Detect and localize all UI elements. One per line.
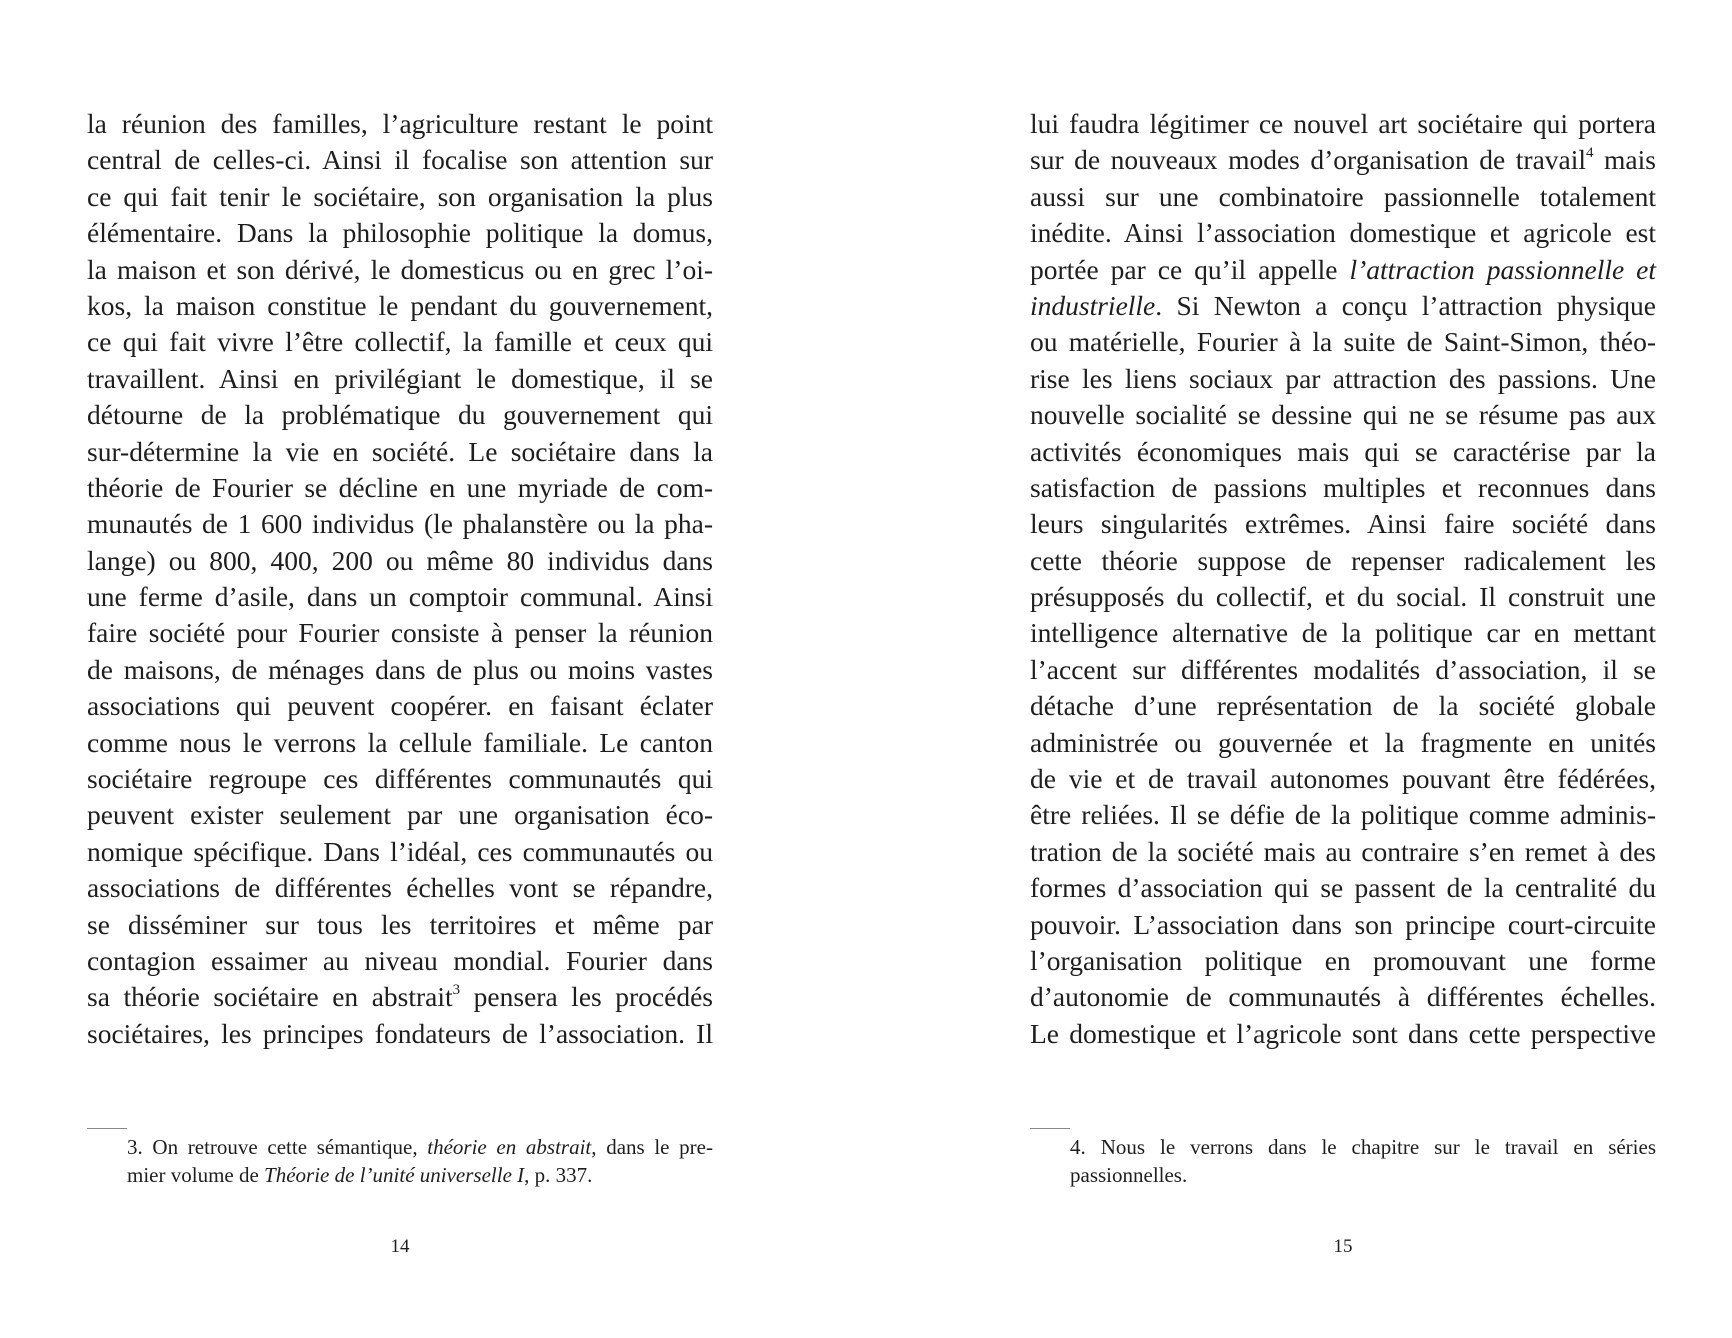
text-segment: pensera les procédés xyxy=(460,981,713,1013)
footnote-text: mier volume de xyxy=(127,1163,265,1187)
footnote-4 xyxy=(1070,1133,1656,1189)
footnote-text: , dans le pre- xyxy=(591,1135,713,1159)
text-line: détache d’une représentation de la société globale xyxy=(1030,690,1656,722)
text-line: ou matérielle, Fourier à la suite de Saint-Simon, théo- xyxy=(1030,326,1656,358)
footnote-ref-3[interactable]: 3 xyxy=(452,982,461,999)
footnote-line: passionnelles. xyxy=(1070,1163,1188,1187)
text-line: travaillent. Ainsi en privilégiant le domestique, il se xyxy=(87,362,713,394)
footnote-text: Nous le verrons dans le chapitre sur le travail en séries xyxy=(1100,1135,1657,1159)
text-line: rise les liens sociaux par attraction des passions. Une xyxy=(1030,362,1656,394)
text-line: être reliées. Il se défie de la politique comme adminis- xyxy=(1030,799,1656,831)
text-line: comme nous le verrons la cellule familiale. Le canton xyxy=(87,726,713,758)
text-line: satisfaction de passions multiples et reconnues dans xyxy=(1030,471,1656,503)
footnote-line xyxy=(127,1133,713,1161)
text-line: central de celles-ci. Ainsi il focalise son attention sur xyxy=(87,144,713,176)
text-line: lui faudra légitimer ce nouvel art sociétaire qui portera xyxy=(1030,108,1656,139)
page-number: 15 xyxy=(1333,1236,1353,1257)
text-line: se disséminer sur tous les territoires et même par xyxy=(87,908,713,940)
text-line: intelligence alternative de la politique car en mettant xyxy=(1030,617,1656,649)
text-line: peuvent exister seulement par une organisation éco- xyxy=(87,799,713,831)
text-line: sociétaires, les principes fondateurs de l’association. Il xyxy=(87,1017,713,1049)
footnote-separator xyxy=(87,1128,127,1129)
text-line: une ferme d’asile, dans un comptoir communal. Ainsi xyxy=(87,581,713,613)
text-line: détourne de la problématique du gouvernement qui xyxy=(87,399,713,431)
text-line: munautés de 1 600 individus (le phalanstère ou la pha- xyxy=(87,508,713,540)
text-line xyxy=(1030,142,1656,178)
italic-phrase: industrielle xyxy=(1030,289,1156,321)
footnote-italic: Théorie de l’unité universelle I xyxy=(264,1163,525,1187)
text-line: sociétaire regroupe ces différentes communautés qui xyxy=(87,763,713,795)
footnote-separator xyxy=(1030,1128,1070,1129)
text-line: associations qui peuvent coopérer. en faisant éclater xyxy=(87,690,713,722)
left-page-body xyxy=(87,106,713,1052)
footnote-italic: théorie en abstrait xyxy=(427,1135,592,1159)
text-line: ce qui fait tenir le sociétaire, son organisation la plus xyxy=(87,180,713,212)
text-line: théorie de Fourier se décline en une myriade de com- xyxy=(87,471,713,503)
footnote-ref-4[interactable]: 4 xyxy=(1586,145,1594,162)
left-page xyxy=(87,0,713,1338)
text-line: associations de différentes échelles vont se répandre, xyxy=(87,872,713,904)
text-segment: sa théorie sociétaire en abstrait xyxy=(87,981,453,1013)
italic-phrase: l’attraction passionnelle et xyxy=(1349,253,1656,285)
text-line: la maison et son dérivé, le domesticus ou en grec l’oi- xyxy=(87,253,713,285)
text-line: d’autonomie de communautés à différentes échelles. xyxy=(1030,981,1656,1013)
text-segment: portée par ce qu’il appelle xyxy=(1030,253,1350,285)
text-line: ce qui fait vivre l’être collectif, la famille et ceux qui xyxy=(87,326,713,358)
footnote-text: , p. 337. xyxy=(524,1163,593,1187)
text-line: formes d’association qui se passent de la centralité du xyxy=(1030,872,1656,904)
footnote-line xyxy=(127,1161,713,1189)
footnote-3 xyxy=(127,1133,713,1189)
text-line: contagion essaimer au niveau mondial. Fourier dans xyxy=(87,944,713,976)
text-line: l’organisation politique en promouvant une forme xyxy=(1030,944,1656,976)
text-line xyxy=(1030,252,1656,288)
text-line: de maisons, de ménages dans de plus ou moins vastes xyxy=(87,653,713,685)
text-segment: . Si Newton a conçu l’attraction physique xyxy=(1155,289,1656,321)
text-line: nouvelle socialité se dessine qui ne se résume pas aux xyxy=(1030,399,1656,431)
text-line: élémentaire. Dans la philosophie politique la domus, xyxy=(87,217,713,249)
text-line: de vie et de travail autonomes pouvant être fédérées, xyxy=(1030,763,1656,795)
text-line: pouvoir. L’association dans son principe court-circuite xyxy=(1030,908,1656,940)
footnote-number: 4. xyxy=(1070,1135,1086,1159)
text-line: inédite. Ainsi l’association domestique et agricole est xyxy=(1030,217,1656,249)
text-line: aussi sur une combinatoire passionnelle totalement xyxy=(1030,180,1656,212)
text-line: tration de la société mais au contraire s’en remet à des xyxy=(1030,835,1656,867)
text-line: nomique spécifique. Dans l’idéal, ces communautés ou xyxy=(87,835,713,867)
text-segment: mais xyxy=(1593,144,1656,176)
right-page-body xyxy=(1030,106,1656,1052)
footnote-number: 3. xyxy=(127,1135,143,1159)
text-line xyxy=(1030,288,1656,324)
text-line: administrée ou gouvernée et la fragmente en unités xyxy=(1030,726,1656,758)
text-line: l’accent sur différentes modalités d’association, il se xyxy=(1030,653,1656,685)
text-line: activités économiques mais qui se caractérise par la xyxy=(1030,435,1656,467)
text-line: leurs singularités extrêmes. Ainsi faire société dans xyxy=(1030,508,1656,540)
text-segment: sur de nouveaux modes d’organisation de travail xyxy=(1030,144,1587,176)
text-line: la réunion des familles, l’agriculture restant le point xyxy=(87,108,713,139)
text-line: présupposés du collectif, et du social. Il construit une xyxy=(1030,581,1656,613)
footnote-line xyxy=(1070,1133,1656,1161)
text-line: kos, la maison constitue le pendant du gouvernement, xyxy=(87,289,713,321)
text-line: cette théorie suppose de repenser radicalement les xyxy=(1030,544,1656,576)
footnote-text: On retrouve cette sémantique, xyxy=(152,1135,428,1159)
page-number: 14 xyxy=(390,1236,410,1257)
right-page xyxy=(1030,0,1656,1338)
text-line: Le domestique et l’agricole sont dans cette perspective xyxy=(1030,1017,1656,1049)
text-line: sur-détermine la vie en société. Le sociétaire dans la xyxy=(87,435,713,467)
text-line xyxy=(87,979,713,1015)
text-line: lange) ou 800, 400, 200 ou même 80 individus dans xyxy=(87,544,713,576)
text-line: faire société pour Fourier consiste à penser la réunion xyxy=(87,617,713,649)
